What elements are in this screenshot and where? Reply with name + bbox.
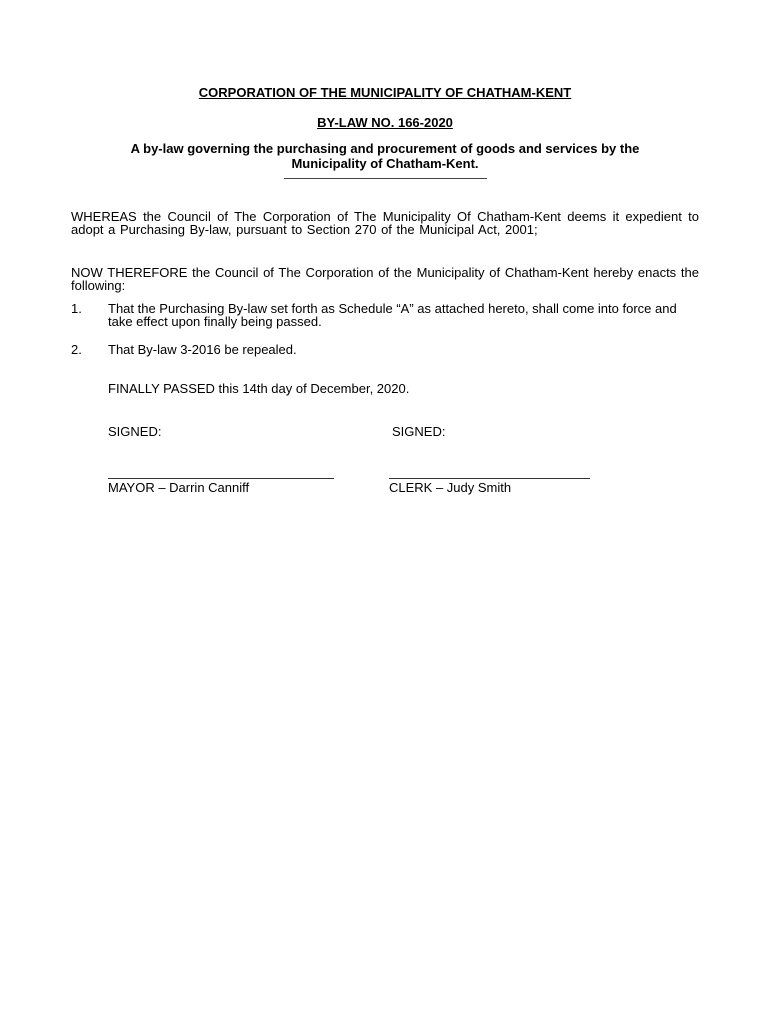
bylaw-number-text: BY-LAW NO. 166-2020 [317,115,453,130]
list-item-text: That By-law 3-2016 be repealed. [108,342,297,357]
list-item-text: That the Purchasing By-law set forth as Schedule “A” as attached hereto, shall come into force and take effect upon finally being passed. [108,301,677,329]
title-divider [284,178,487,179]
signed-label-left: SIGNED: [108,424,162,439]
clerk-signature-line [389,478,590,479]
list-item-number: 2. [71,342,82,357]
list-item-number: 1. [71,301,82,316]
corporation-title-text: CORPORATION OF THE MUNICIPALITY OF CHATHAM-KENT [198,85,572,100]
corporation-title [0,85,770,100]
now-therefore-clause: NOW THEREFORE the Council of The Corporation of the Municipality of Chatham-Kent hereby enacts the following: [71,265,699,293]
bylaw-number [0,115,770,130]
whereas-clause: WHEREAS the Council of The Corporation of The Municipality Of Chatham-Kent deems it expedient to adopt a Purchasing By-law, pursuant to Section 270 of the Municipal Act, 2001; [71,209,699,237]
bylaw-subtitle [0,141,770,171]
mayor-signature-line [108,478,334,479]
clerk-name: CLERK – Judy Smith [389,480,512,495]
bylaw-subtitle-line1: A by-law governing the purchasing and procurement of goods and services by the [130,141,640,156]
signed-label-right: SIGNED: [392,424,446,439]
finally-passed: FINALLY PASSED this 14th day of December, 2020. [108,381,410,396]
bylaw-subtitle-line2: Municipality of Chatham-Kent. [291,156,479,171]
mayor-name: MAYOR – Darrin Canniff [108,480,250,495]
